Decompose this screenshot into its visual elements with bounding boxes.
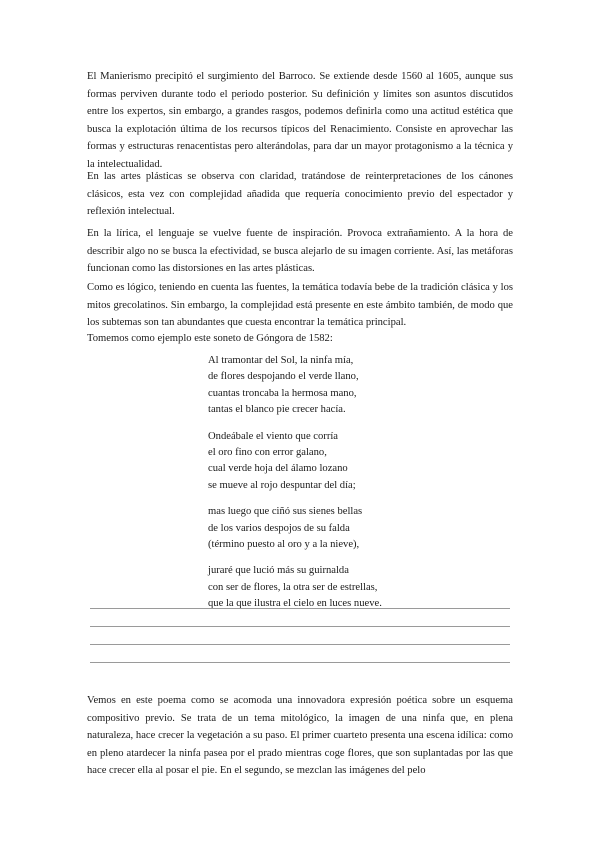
gongora-sonnet [208,353,508,623]
paragraph-sonnet-intro: Tomemos como ejemplo este soneto de Góngora de 1582: [87,333,333,344]
sonnet-verse: se mueve al rojo despuntar del día; [208,479,356,491]
paragraph-lyric: En la lírica, el lenguaje se vuelve fuente de inspiración. Provoca extrañamiento. A la hora de describir algo no se busca la efectividad, se busca alejarlo de su imagen corriente. Así, las metáforas funcionan como las distorsiones en las artes plásticas. [87,228,513,275]
sonnet-verse: con ser de flores, la otra ser de estrellas, [208,581,378,593]
sonnet-stanza-4 [208,563,508,612]
paragraph-analysis: Vemos en este poema como se acomoda una innovadora expresión poética sobre un esquema compositivo previo. Se trata de un tema mitológico, la imagen de una ninfa que, en plena naturaleza, hace crecer la vegetación a su paso. El primer cuarteto presenta una escena idílica: como en pleno atardecer la ninfa pasea por el prado mientras coge flores, que son suplantadas por las que hace crecer ella al posar el pie. En el segundo, se mezclan las imágenes del pelo [87,695,513,777]
sonnet-stanza-2 [208,429,508,495]
sonnet-stanza-1 [208,353,508,419]
sonnet-verse: mas luego que ciñó sus sienes bellas [208,506,363,518]
writing-lines [90,608,510,680]
sonnet-verse: Al tramontar del Sol, la ninfa mía, [208,355,354,366]
paragraph-themes: Como es lógico, teniendo en cuenta las fuentes, la temática todavía bebe de la tradición clásica y los mitos grecolatinos. Sin embargo, la complejidad está presente en este ámbito también, de modo que los subtemas son tan abundantes que cuesta encontrar la temática principal. [87,282,513,329]
sonnet-verse: que la que ilustra el cielo en luces nueve. [208,598,382,610]
sonnet-verse: Ondeábale el viento que corría [208,430,339,442]
paragraph-plastic-arts: En las artes plásticas se observa con claridad, tratándose de reinterpretaciones de los cánones clásicos, esta vez con complejidad añadida que requería conocimiento previo del espectador y reflexión intelectual. [87,171,513,218]
sonnet-verse: juraré que lució más su guirnalda [208,565,349,577]
sonnet-verse: cual verde hoja del álamo lozano [208,463,348,475]
writing-line [90,644,510,645]
sonnet-verse: cuantas troncaba la hermosa mano, [208,387,357,399]
writing-line [90,662,510,663]
sonnet-verse: (término puesto al oro y a la nieve), [208,539,360,551]
sonnet-verse: el oro fino con error galano, [208,447,327,459]
paragraph-mannerism-intro: El Manierismo precipitó el surgimiento del Barroco. Se extiende desde 1560 al 1605, aunque sus formas perviven durante todo el periodo posterior. Su definición y límites son asuntos discutidos entre los expertos, sin embargo, a grandes rasgos, podemos definirla como una actitud estética que busca la explotación última de los recursos típicos del Renacimiento. Consiste en aprovechar las formas y estructuras renacentistas pero alterándolas, para dar un mayor protagonismo a la técnica y la intelectualidad. [87,71,513,170]
sonnet-verse: de los varios despojos de su falda [208,522,350,534]
writing-line [90,608,510,609]
sonnet-verse: tantas el blanco pie crecer hacía. [208,404,346,416]
sonnet-verse: de flores despojando el verde llano, [208,371,359,383]
sonnet-stanza-3 [208,504,508,553]
writing-line [90,626,510,627]
